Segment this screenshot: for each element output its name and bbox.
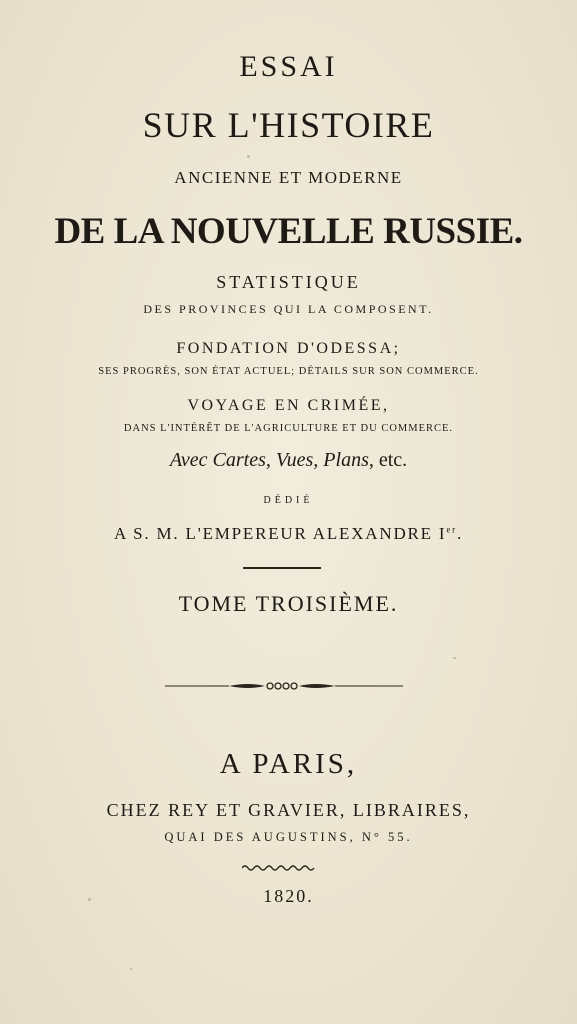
subtitle-statistique: STATISTIQUE [216,272,361,292]
dedication-suffix: er [446,524,457,535]
year-line: 1820. [263,886,314,906]
etc-text: etc. [373,449,408,471]
wavy-ornament [242,864,316,872]
place-paris: A PARIS, [219,748,358,780]
title-histoire: SUR L'HISTOIRE [142,105,435,145]
subtitle-voyage-crimee: VOYAGE EN CRIMÉE, [187,397,390,414]
paper-speck [453,657,456,659]
divider-short [243,567,321,569]
publisher-line: CHEZ REY ET GRAVIER, LIBRAIRES, [106,800,471,820]
tome-label: TOME TROISIÈME. [178,591,399,616]
paper-speck [88,898,91,901]
with-maps-line [0,449,577,472]
ornament-rule [165,678,403,694]
title-essai: ESSAI [239,50,338,83]
paper-speck [247,155,250,158]
title-ancienne-moderne: ANCIENNE ET MODERNE [174,168,403,187]
dedie-label: DÉDIÉ [263,495,314,506]
with-maps-italic: Avec Cartes, Vues, Plans, [169,449,374,471]
dedication-line: A S. M. L'EMPEREUR ALEXANDRE Ier. [113,524,464,543]
paper-speck [130,968,132,970]
subtitle-provinces: DES PROVINCES QUI LA COMPOSENT. [143,302,434,316]
address-line: QUAI DES AUGUSTINS, N° 55. [164,830,413,844]
subtitle-progres: SES PROGRÈS, SON ÉTAT ACTUEL; DÉTAILS SUR SON COMMERCE. [98,366,479,377]
dedication-text: A S. M. L'EMPEREUR ALEXANDRE [113,524,433,543]
subtitle-interet: DANS L'INTÉRÊT DE L'AGRICULTURE ET DU COMMERCE. [123,423,454,434]
subtitle-fondation-odessa: FONDATION D'ODESSA; [176,340,401,357]
title-nouvelle-russie: DE LA NOUVELLE RUSSIE. [54,211,523,252]
